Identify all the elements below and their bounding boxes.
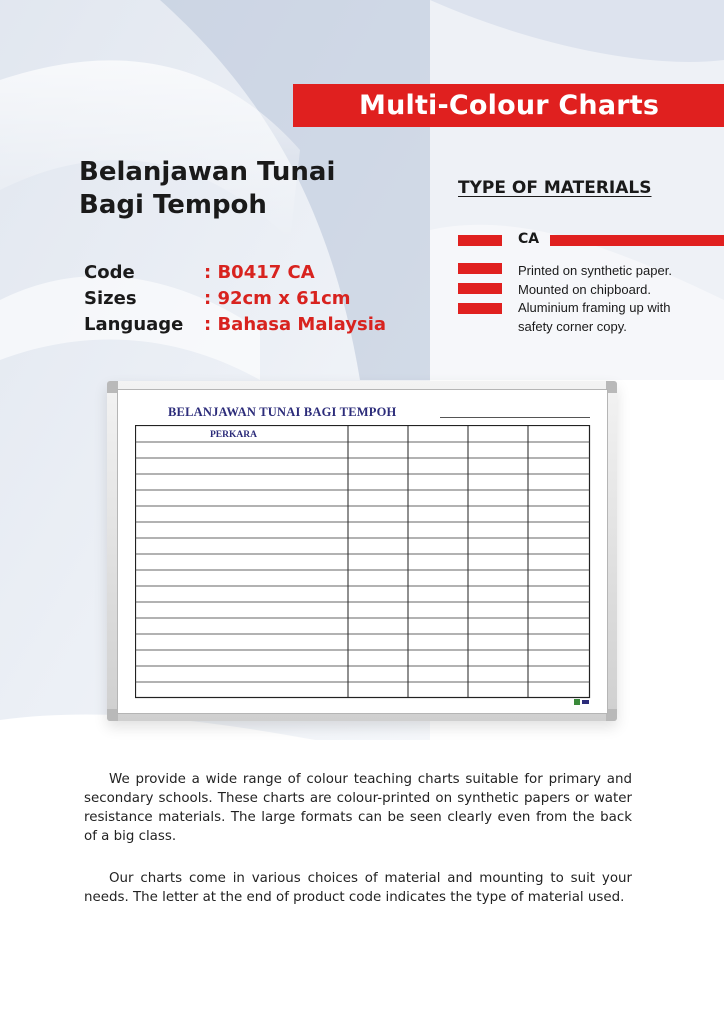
product-specs <box>84 260 386 338</box>
chart-preview-sheet <box>117 389 608 714</box>
description-paragraph: Our charts come in various choices of material and mounting to suit your needs. The letter at the end of product code indicates the type of material used. <box>84 871 632 905</box>
material-line: Aluminium framing up with <box>518 300 671 315</box>
chart-preview-board <box>107 381 617 721</box>
chart-preview-grid <box>135 425 591 701</box>
spec-row-code <box>84 260 386 286</box>
spec-value: : 92cm x 61cm <box>204 288 351 309</box>
material-code-row <box>458 231 724 251</box>
spec-value: : Bahasa Malaysia <box>204 314 387 335</box>
banner-title: Multi-Colour Charts <box>359 90 660 121</box>
spec-label: Code <box>84 262 135 283</box>
category-banner <box>293 84 724 127</box>
material-line: Printed on synthetic paper. <box>518 263 672 278</box>
product-title-line1: Belanjawan Tunai <box>79 157 336 187</box>
bullet-bar <box>458 263 502 274</box>
publisher-logo-icon <box>574 699 589 705</box>
materials-heading: TYPE OF MATERIALS <box>458 178 652 198</box>
product-title-line2: Bagi Tempoh <box>79 190 267 220</box>
title-underline <box>440 417 590 418</box>
product-title <box>79 156 335 222</box>
material-bullets <box>458 263 502 323</box>
spec-label: Sizes <box>84 288 137 309</box>
spec-label: Language <box>84 314 184 335</box>
chart-preview-title: BELANJAWAN TUNAI BAGI TEMPOH <box>168 405 397 419</box>
material-line: safety corner copy. <box>518 318 627 334</box>
description-paragraph: We provide a wide range of colour teaching charts suitable for primary and secondary schools. These charts are colour-printed on synthetic papers or water resistance materials. The large formats can be seen clearly even from the back of a big class. <box>84 772 632 844</box>
material-details <box>518 262 672 336</box>
material-line: Mounted on chipboard. <box>518 281 651 297</box>
spec-value: : B0417 CA <box>204 262 315 283</box>
bullet-bar <box>458 283 502 294</box>
accent-bar <box>458 235 502 246</box>
spec-row-language <box>84 312 386 338</box>
bullet-bar <box>458 303 502 314</box>
spec-row-sizes <box>84 286 386 312</box>
accent-bar <box>550 235 724 246</box>
material-code: CA <box>518 231 540 247</box>
column-header: PERKARA <box>210 430 257 440</box>
